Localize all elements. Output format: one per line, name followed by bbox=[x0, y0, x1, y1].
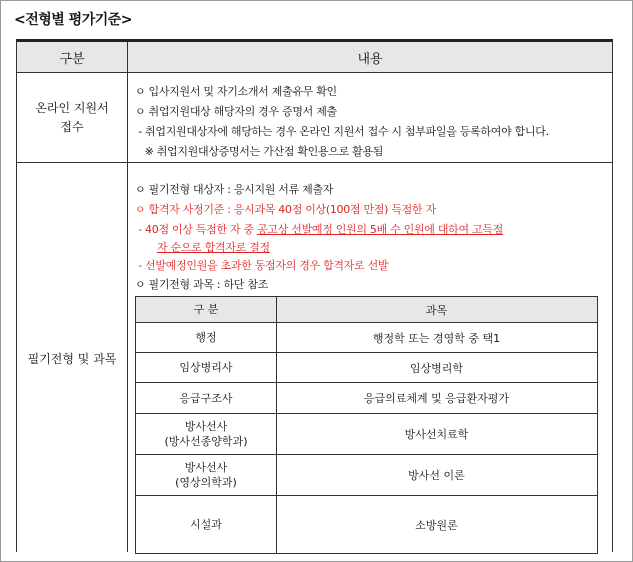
online-line-2: ㅇ 취업지원대상 해당자의 경우 증명서 제출 bbox=[135, 105, 337, 118]
subject-table bbox=[135, 296, 598, 554]
online-label-line1: 온라인 지원서 bbox=[35, 100, 109, 115]
table-row bbox=[136, 353, 597, 383]
written-line-3 bbox=[135, 221, 503, 237]
table-row bbox=[136, 496, 597, 553]
table-row bbox=[136, 414, 597, 455]
column-divider bbox=[127, 42, 128, 552]
subject-name: 임상병리학 bbox=[409, 361, 464, 375]
subject-name: 방사선 이론 bbox=[408, 469, 465, 482]
subject-category bbox=[136, 414, 277, 454]
subject-header-subject: 과목 bbox=[425, 303, 448, 317]
subject-header-category: 구 분 bbox=[136, 297, 277, 322]
subject-category bbox=[136, 455, 277, 495]
subject-category-main: 방사선사 bbox=[184, 461, 228, 474]
written-line-1: ㅇ 필기전형 대상자 : 응시지원 서류 제출자 bbox=[135, 183, 334, 196]
page-title: <전형별 평가기준> bbox=[14, 12, 133, 28]
header-content: 내용 bbox=[128, 42, 612, 72]
subject-category: 응급구조사 bbox=[136, 383, 277, 413]
subject-name: 응급의료체계 및 응급환자평가 bbox=[363, 392, 510, 405]
subject-category: 임상병리사 bbox=[136, 353, 277, 382]
subject-name: 행정학 또는 경영학 중 택1 bbox=[372, 331, 501, 345]
header-category: 구분 bbox=[17, 42, 127, 72]
subject-category-main: 방사선사 bbox=[184, 420, 228, 433]
online-line-3: - 취업지원대상자에 해당하는 경우 온라인 지원서 접수 시 첨부파일을 등록하여야 합니다. bbox=[135, 125, 549, 138]
written-line-3a: - 40점 이상 득점한 자 중 bbox=[135, 223, 258, 236]
online-application-label bbox=[17, 73, 127, 162]
written-exam-label: 필기전형 및 과목 bbox=[27, 351, 117, 366]
written-line-4: 자 순으로 합격자로 결정 bbox=[157, 241, 270, 254]
online-line-1: ㅇ 입사지원서 및 자기소개서 제출유무 확인 bbox=[135, 85, 337, 98]
online-line-4: ※ 취업지원대상증명서는 가산점 확인용으로 활용됨 bbox=[135, 145, 384, 158]
subject-category: 행정 bbox=[136, 323, 277, 352]
subject-category-sub: (영상의학과) bbox=[175, 476, 237, 489]
table-row bbox=[136, 455, 597, 496]
written-line-3b: 공고상 선발예정 인원의 5배 수 인원에 대하여 고득점 bbox=[257, 223, 503, 236]
subject-name: 방사선치료학 bbox=[404, 428, 469, 441]
written-line-5: - 선발예정인원을 초과한 동점자의 경우 합격자로 선발 bbox=[135, 259, 389, 272]
written-line-2: ㅇ 합격자 사정기준 : 응시과목 40점 이상(100점 만점) 득점한 자 bbox=[135, 203, 436, 216]
subject-category: 시설과 bbox=[136, 496, 277, 553]
written-line-6: ㅇ 필기전형 과목 : 하단 참조 bbox=[135, 278, 268, 291]
evaluation-criteria-table bbox=[16, 39, 613, 552]
subject-name: 소방원론 bbox=[415, 518, 458, 532]
subject-category-sub: (방사선종양학과) bbox=[164, 435, 248, 448]
subject-table-header bbox=[136, 297, 597, 323]
table-row bbox=[136, 323, 597, 353]
table-row bbox=[136, 383, 597, 414]
online-label-line2: 접수 bbox=[60, 119, 84, 134]
